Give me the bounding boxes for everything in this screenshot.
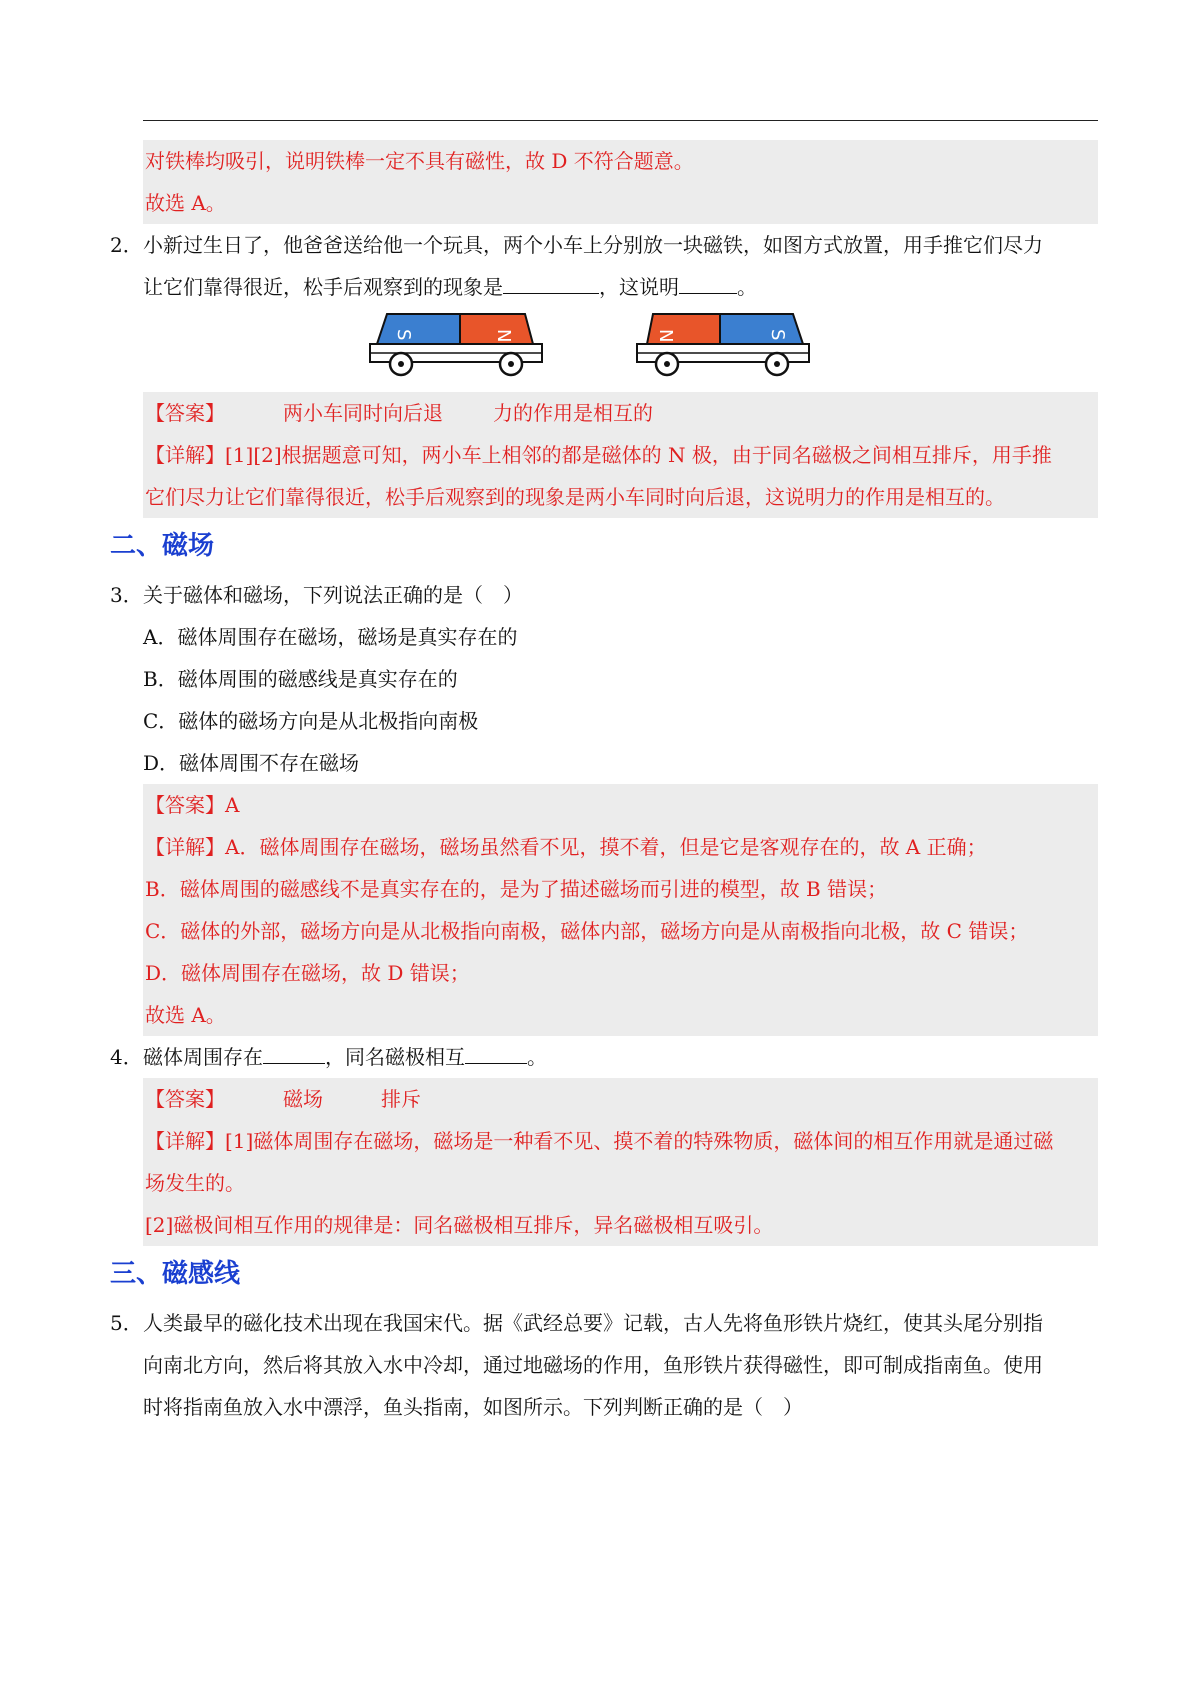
q2-answer-1: 两小车同时向后退 bbox=[283, 401, 443, 425]
left-car-magnet-s bbox=[377, 314, 460, 344]
q2-blank-1 bbox=[503, 273, 599, 294]
q5-text-line2: 向南北方向，然后将其放入水中冷却，通过地磁场的作用，鱼形铁片获得磁性，即可制成指南鱼。使用 bbox=[143, 1353, 1043, 1377]
q1-conclusion: 故选 A。 bbox=[145, 191, 226, 215]
q2-number: 2． bbox=[110, 233, 143, 257]
q2-text-b: ，这说明 bbox=[599, 275, 679, 299]
q3-answer-line bbox=[145, 784, 1098, 826]
q4-text-a: 磁体周围存在 bbox=[143, 1045, 263, 1069]
q3-option-b: B．磁体周围的磁感线是真实存在的 bbox=[143, 667, 458, 691]
q3-option-d: D．磁体周围不存在磁场 bbox=[143, 751, 360, 775]
q3-option-c: C．磁体的磁场方向是从北极指向南极 bbox=[143, 709, 479, 733]
q4-blank-2 bbox=[465, 1043, 527, 1064]
q4-answer-2: 排斥 bbox=[381, 1087, 421, 1111]
q2-answer-line bbox=[145, 392, 1098, 434]
q3-answer: A bbox=[225, 793, 240, 817]
right-car-magnet-s bbox=[720, 314, 803, 344]
q4-answer-1: 磁场 bbox=[283, 1087, 323, 1111]
q4-detail-line2: 场发生的。 bbox=[145, 1171, 245, 1195]
q2-answer-label: 【答案】 bbox=[145, 401, 225, 425]
q4-number: 4． bbox=[110, 1045, 143, 1069]
section-heading-magnetic-field: 二、磁场 bbox=[110, 531, 215, 561]
q4-detail-line3: [2]磁极间相互作用的规律是：同名磁极相互排斥，异名磁极相互吸引。 bbox=[145, 1213, 774, 1237]
q5-text1: 人类最早的磁化技术出现在我国宋代。据《武经总要》记载，古人先将鱼形铁片烧红，使其头尾分别指 bbox=[143, 1311, 1043, 1335]
q3-detail-text1: A．磁体周围存在磁场，磁场虽然看不见，摸不着，但是它是客观存在的，故 A 正确； bbox=[225, 835, 987, 859]
q2-text-part: 小新过生日了，他爸爸送给他一个玩具，两个小车上分别放一块磁铁，如图方式放置，用手推它们尽力 bbox=[143, 233, 1043, 257]
q2-detail-label: 【详解】 bbox=[145, 443, 225, 467]
q4-detail-text1: [1]磁体周围存在磁场，磁场是一种看不见、摸不着的特殊物质，磁体间的相互作用就是通过磁 bbox=[225, 1129, 1054, 1153]
header-rule bbox=[143, 120, 1098, 121]
q3-conclusion: 故选 A。 bbox=[145, 1003, 226, 1027]
q4-blank-1 bbox=[263, 1043, 325, 1064]
q2-detail-line1 bbox=[145, 434, 1098, 476]
q3-detail-label: 【详解】 bbox=[145, 835, 225, 859]
q5-number: 5． bbox=[110, 1311, 143, 1335]
right-car-n-label: N bbox=[655, 329, 676, 343]
q1-answer-block bbox=[143, 140, 1098, 224]
q3-answer-label: 【答案】 bbox=[145, 793, 225, 817]
q4-answer-label: 【答案】 bbox=[145, 1087, 225, 1111]
q4-detail-line1 bbox=[145, 1120, 1098, 1162]
right-car bbox=[637, 314, 809, 375]
q2-text-c: 。 bbox=[737, 275, 757, 299]
q3-detail-line3: C．磁体的外部，磁场方向是从北极指向南极，磁体内部，磁场方向是从南极指向北极，故 C 错误； bbox=[145, 919, 1029, 943]
q2-detail-line2: 它们尽力让它们靠得很近，松手后观察到的现象是两小车同时向后退，这说明力的作用是相互的。 bbox=[145, 485, 1005, 509]
left-car bbox=[370, 314, 542, 375]
q2-answer-block bbox=[143, 392, 1098, 518]
q4-text-c: 。 bbox=[527, 1045, 547, 1069]
q2-detail-text1: [1][2]根据题意可知，两小车上相邻的都是磁体的 N 极，由于同名磁极之间相互排斥，用手推 bbox=[225, 443, 1052, 467]
q3-number: 3． bbox=[110, 583, 143, 607]
q2-text-line1 bbox=[110, 224, 1100, 266]
q2-blank-2 bbox=[679, 273, 737, 294]
q2-figure bbox=[110, 308, 1100, 392]
q4-text-line bbox=[110, 1036, 1100, 1078]
q5-text-line3: 时将指南鱼放入水中漂浮，鱼头指南，如图所示。下列判断正确的是（ ） bbox=[143, 1395, 803, 1419]
q3-answer-block bbox=[143, 784, 1098, 1036]
q3-option-a: A．磁体周围存在磁场，磁场是真实存在的 bbox=[143, 625, 518, 649]
left-car-n-label: N bbox=[493, 329, 514, 343]
q4-answer-block bbox=[143, 1078, 1098, 1246]
right-car-s-label: S bbox=[767, 329, 788, 341]
q3-detail-line4: D．磁体周围存在磁场，故 D 错误； bbox=[145, 961, 470, 985]
q3-text: 关于磁体和磁场，下列说法正确的是（ ） bbox=[143, 583, 523, 607]
q4-answer-line bbox=[145, 1078, 1098, 1120]
content-area bbox=[110, 140, 1100, 1428]
q2-answer-2: 力的作用是相互的 bbox=[493, 401, 653, 425]
q4-detail-label: 【详解】 bbox=[145, 1129, 225, 1153]
q3-detail-line1 bbox=[145, 826, 1098, 868]
q2-text-a: 让它们靠得很近，松手后观察到的现象是 bbox=[143, 275, 503, 299]
q3-text-line bbox=[110, 574, 1100, 616]
q3-detail-line2: B．磁体周围的磁感线不是真实存在的，是为了描述磁场而引进的模型，故 B 错误； bbox=[145, 877, 888, 901]
q5-text-line1 bbox=[110, 1302, 1100, 1344]
q1-detail-line: 对铁棒均吸引，说明铁棒一定不具有磁性，故 D 不符合题意。 bbox=[145, 149, 694, 173]
left-car-s-label: S bbox=[393, 329, 414, 341]
q4-text-b: ，同名磁极相互 bbox=[325, 1045, 465, 1069]
section-heading-field-lines: 三、磁感线 bbox=[110, 1259, 241, 1289]
magnet-cars-figure bbox=[365, 308, 835, 388]
q2-text-line2 bbox=[110, 266, 1100, 308]
